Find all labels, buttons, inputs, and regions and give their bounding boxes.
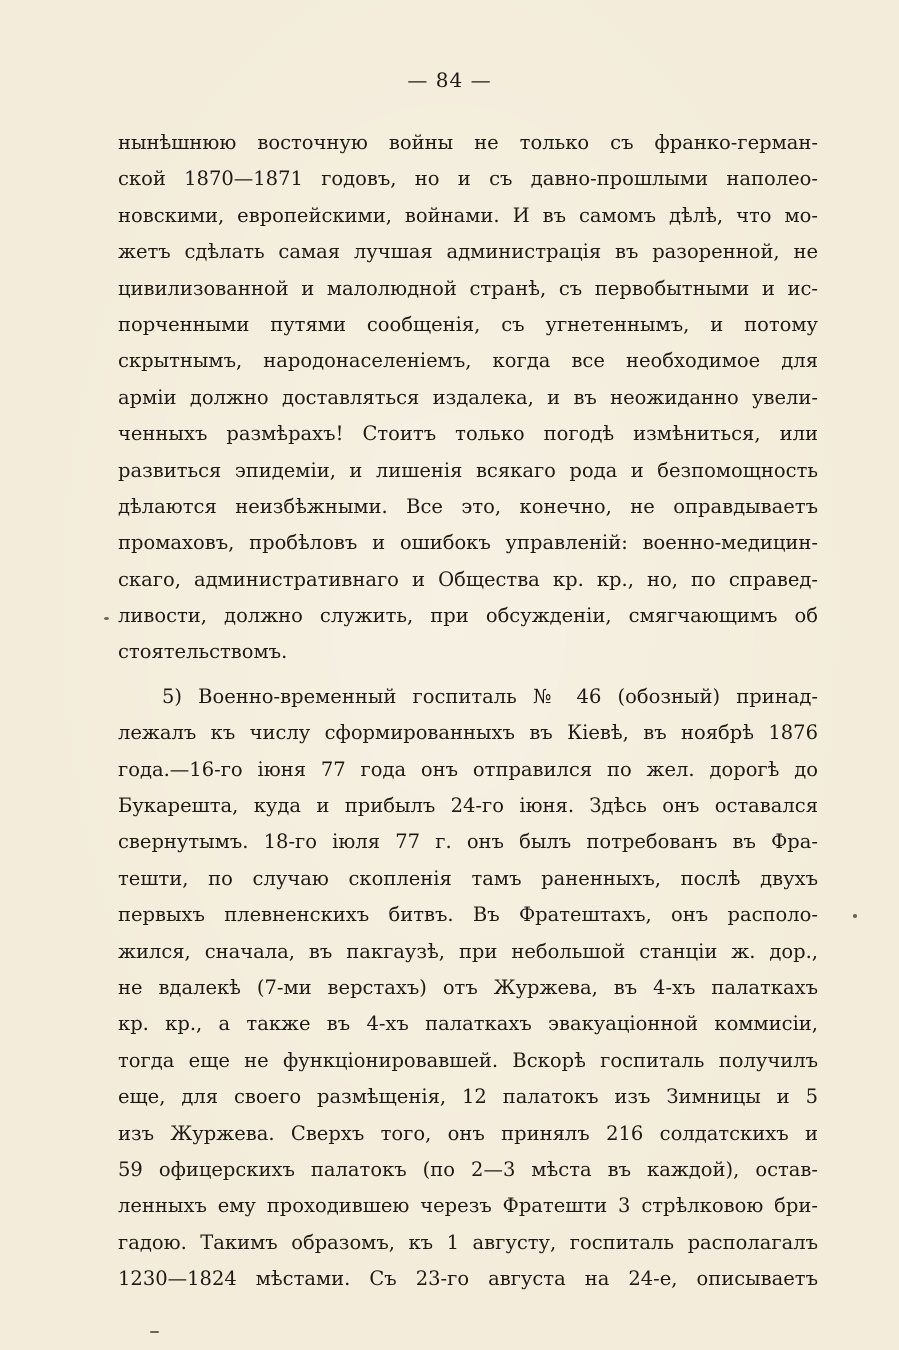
text-line: новскими, европейскими, войнами. И въ самомъ дѣлѣ, что мо- [118,203,818,227]
text-line: скрытнымъ, народонаселеніемъ, когда все необходимое для [118,349,818,373]
text-line: 59 офицерскихъ палатокъ (по 2—3 мѣста въ каждой), остав- [118,1157,818,1181]
text-line: жетъ сдѣлать самая лучшая администрація въ разоренной, не [118,240,818,264]
text-line: тешти, по случаю скопленія тамъ раненныхъ, послѣ двухъ [118,866,818,890]
text-line: скаго, административнаго и Общества кр. кр., но, по справед- [118,567,818,591]
text-line: ской 1870—1871 годовъ, но и съ давно-прошлыми наполео- [118,167,818,191]
text-line: лежалъ къ числу сформированныхъ въ Кіевѣ, въ ноябрѣ 1876 [118,721,818,745]
text-line: порченными путями сообщенія, съ угнетеннымъ, и потому [118,312,818,336]
text-line: нынѣшнюю восточную войны не только съ франко-герман- [118,131,818,154]
ink-speck [853,914,857,918]
text-line: 1230—1824 мѣстами. Съ 23-го августа на 24-е, описываетъ [118,1267,818,1291]
text-line: жился, сначала, въ пакгаузѣ, при небольшой станціи ж. дор., [118,939,818,963]
text-line: развиться эпидеміи, и лишенія всякаго рода и безпомощность [118,458,818,482]
text-line: арміи должно доставляться издалека, и въ неожиданно увели- [118,385,818,409]
text-line: свернутымъ. 18-го іюля 77 г. онъ былъ потребованъ въ Фра- [118,830,818,854]
text-line: промаховъ, пробѣловъ и ошибокъ управленій: военно-медицин- [118,531,818,555]
ink-speck [104,617,109,620]
paragraph-gap [118,671,818,679]
text-line: ченныхъ размѣрахъ! Стоитъ только погодѣ измѣниться, или [118,422,818,446]
text-line: первыхъ плевненскихъ битвъ. Въ Фратештахъ, онъ располо- [118,903,818,927]
text-line: 5) Военно-временный госпиталь № 46 (обозный) принад- [162,684,818,708]
text-line: дѣлаются неизбѣжными. Все это, конечно, не оправдываетъ [118,494,818,518]
text-line: еще, для своего размѣщенія, 12 палатокъ изъ Зимницы и 5 [118,1085,818,1109]
text-line: не вдалекѣ (7-ми верстахъ) отъ Журжева, въ 4-хъ палаткахъ [118,975,818,999]
body-text [118,125,818,1298]
text-line: года.—16-го іюня 77 года онъ отправился по жел. дорогѣ до [118,757,818,781]
text-line: гадою. Такимъ образомъ, къ 1 августу, госпиталь располагалъ [118,1230,818,1254]
text-line: ленныхъ ему проходившею черезъ Фратешти 3 стрѣлковою бри- [118,1194,818,1218]
text-line: тогда еще не функціонировавшей. Вскорѣ госпиталь получилъ [118,1048,818,1072]
text-line: изъ Журжева. Сверхъ того, онъ принялъ 216 солдатскихъ и [118,1121,818,1145]
text-line: кр. кр., а также въ 4-хъ палаткахъ эвакуаціонной коммисіи, [118,1012,818,1036]
text-line: стоятельствомъ. [118,640,288,664]
text-line: Букарешта, куда и прибылъ 24-го іюня. Здѣсь онъ оставался [118,794,818,818]
paragraph-2 [118,679,818,1298]
paragraph-1 [118,125,818,671]
ink-speck [150,1331,159,1333]
page-number: — 84 — [407,68,492,92]
text-line: ливости, должно служить, при обсужденіи, смягчающимъ об [118,604,818,628]
text-line: цивилизованной и малолюдной странѣ, съ первобытными и ис- [118,276,818,300]
